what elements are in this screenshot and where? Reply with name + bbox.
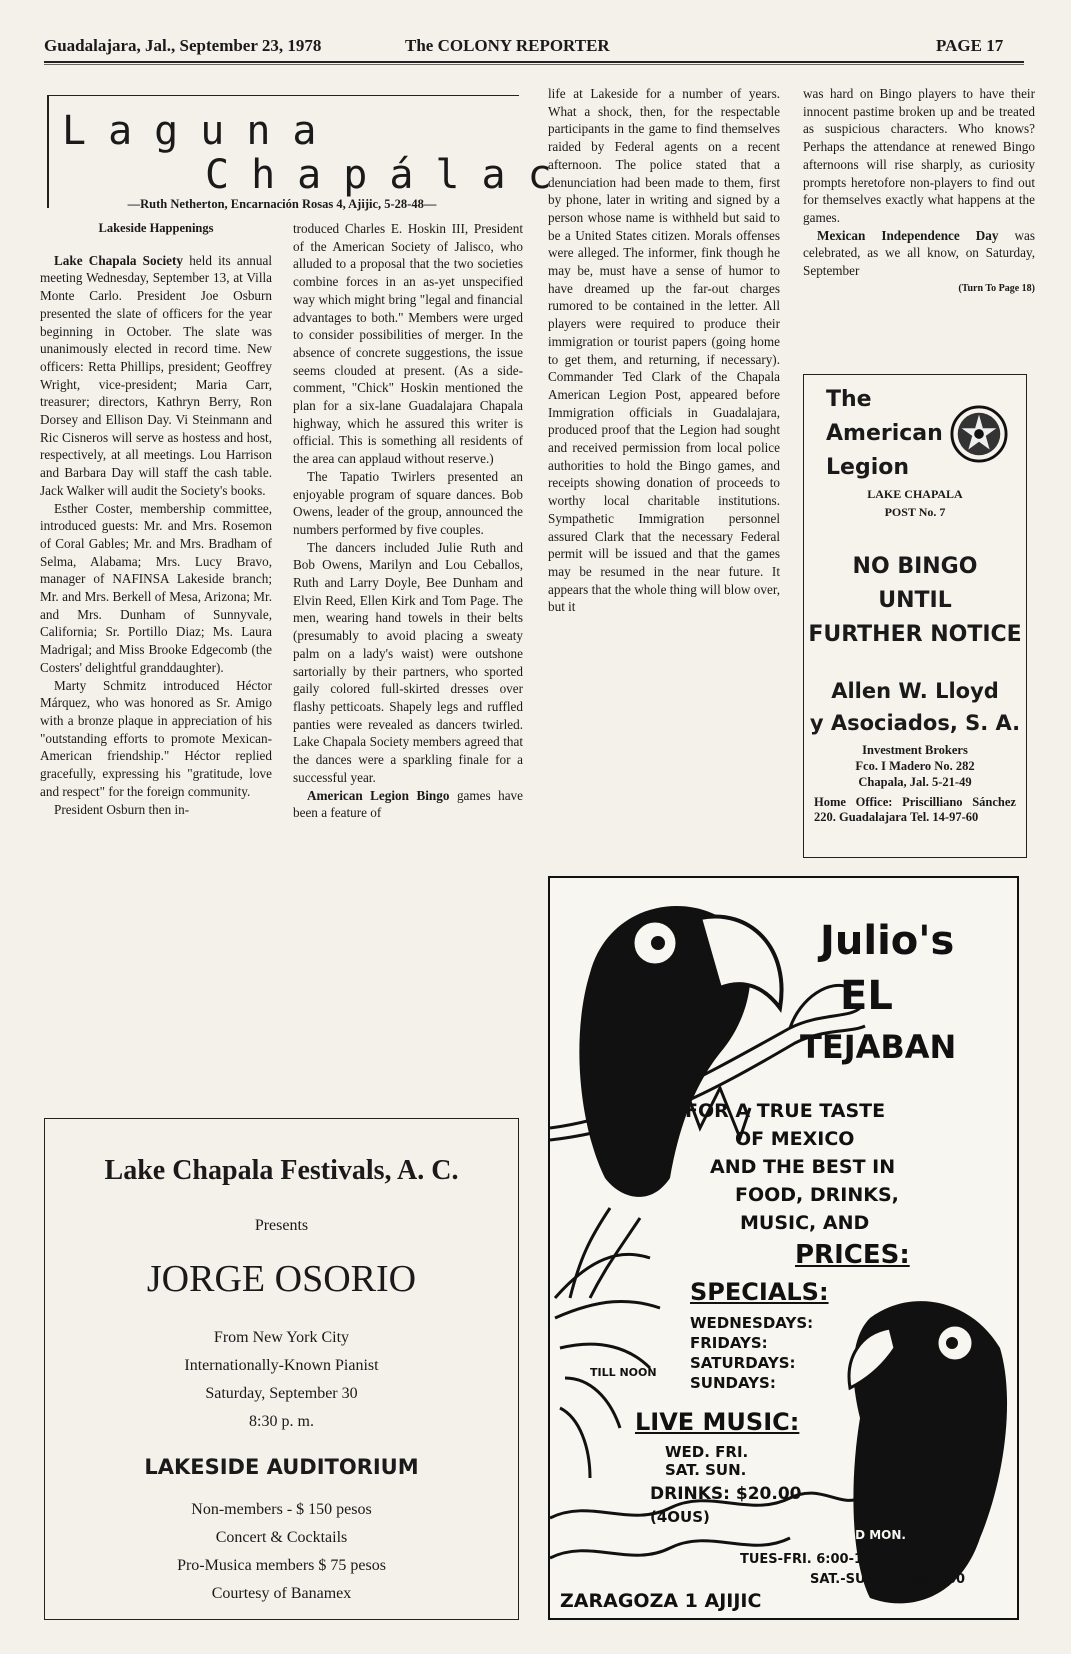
dateline: Guadalajara, Jal., September 23, 1978	[44, 36, 322, 55]
presents: Presents	[254, 1217, 309, 1234]
tagline-1: FOR A TRUE TASTE	[685, 1100, 886, 1122]
courtesy: Courtesy of Banamex	[211, 1585, 352, 1602]
live-music-days: SAT. SUN.	[665, 1461, 747, 1479]
address: ZARAGOZA 1 AJIJIC	[560, 1590, 762, 1612]
header-rule-thin	[44, 64, 1024, 65]
till-noon: TILL NOON	[590, 1366, 657, 1379]
paragraph: The dancers included Julie Ruth and Bob Owens, Marilyn and Lou Ceballos, Ruth and Larry Doyle, Bee Dunham and Elvin Reed, Ellen Kirk and Tom Page. The men, wearing hand towels in their belts (presumably to avoid placing a sweaty palm on a lady's waist) were outshone sartorially by their partners, who sported gaily colored full-skirted dresses over flashy petticoats. Shapely legs and ruffled panties were revealed as dancers twirled. Lake Chapala Society members agreed that the dances were a sparkling finale for a successful year.	[293, 539, 523, 785]
tagline-3: AND THE BEST IN	[710, 1156, 896, 1178]
live-music-days: WED. FRI.	[665, 1443, 749, 1461]
artist-origin: From New York City	[213, 1329, 350, 1346]
hours-weekend: SAT.-SUN. 11:00-1:00	[810, 1572, 966, 1587]
specials-heading: SPECIALS:	[690, 1278, 829, 1306]
article-column-1	[40, 220, 272, 818]
price-members: Pro-Musica members $ 75 pesos	[177, 1557, 386, 1574]
paragraph: was hard on Bingo players to have their innocent pastime broken up and be treated as suspicious characters. Who knows? Perhaps the attendance at renewed Bingo afternoons will rise sharply, as curiosity prompts heretofore non-players to find out for themselves exactly what happens at the games.	[803, 86, 1035, 225]
concert-time: 8:30 p. m.	[249, 1413, 314, 1430]
julios-el-tejaban-ad	[548, 876, 1019, 1620]
artist-name: JORGE OSORIO	[146, 1258, 417, 1300]
home-office: Home Office: Priscilliano Sánchez 220. Guadalajara Tel. 14-97-60	[814, 795, 1016, 824]
article-column-2	[293, 220, 523, 822]
concert-date: Saturday, September 30	[205, 1385, 358, 1402]
paragraph: Mexican Independence Day was celebrated, as we all know, on Saturday, September	[803, 227, 1035, 279]
tagline-4: FOOD, DRINKS,	[735, 1184, 899, 1206]
paragraph: Esther Coster, membership committee, introduced guests: Mr. and Mrs. Rosemon of Coral Gables; Mr. and Mrs. Bradham of Selma, Alabama; Mrs. Lucy Bravo, manager of NAFINSA Lakeside branch; Mr. and Mrs. Berkell of Mesa, Arizona; Mr. and Mrs. Dunham of Sunnyvale, California; Sr. Portillo Diaz; Ms. Laura Madrigal; and Miss Brooke Edgecomb (the Costers' delightful granddaughter).	[40, 500, 272, 675]
tagline-prices: PRICES:	[795, 1240, 910, 1270]
page-number: PAGE 17	[936, 36, 1004, 55]
price-nonmembers: Non-members - $ 150 pesos	[191, 1501, 372, 1518]
tagline-5: MUSIC, AND	[740, 1212, 870, 1234]
closed-monday: CLOSED MON.	[812, 1528, 906, 1542]
paragraph: troduced Charles E. Hoskin III, President of the American Society of Jalisco, who alluded to a proposal that the two societies combine forces in an as-yet unspecified way which might bring "legal and financial advantages to both." Members were urged to consider possibilities of merger. In the absence of concrete suggestions, the issue seems clouded at present. (As a side-comment, "Chick" Hoskin mentioned the plan for a six-lane Guadalajara Chapala highway, which he assured this writer is official. This is something all residents of the area can applaud without reserve.)	[293, 221, 523, 467]
specials-day: FRIDAYS:	[690, 1334, 768, 1352]
lead-in: Lake Chapala Society	[54, 252, 183, 268]
lead-in: American Legion Bingo	[307, 787, 450, 803]
lloyd-firm-name: Allen W. Lloyd y Asociados, S. A.	[809, 679, 1021, 735]
hours-weekday: TUES-FRI. 6:00-1:00	[740, 1552, 887, 1567]
paragraph: President Osburn then in-	[54, 801, 190, 817]
specials-day: WEDNESDAYS:	[690, 1314, 814, 1332]
column-title-laguna: Laguna	[62, 108, 339, 154]
paragraph: life at Lakeside for a number of years. What a shock, then, for the respectable participants in the game to find themselves raided by Federal agents on a recent afternoon. The police stated that a denunciation had been made to them, first by phone, later in writing and signed by a person whose name is withheld but said to be a United States citizen. Morals offenses were alleged. The informer, fink though he may be, must have a sense of humor to have dreamed up the far-out charges rumored to be contained in the letter. All players were required to produce their immigration or tourist papers (going home to get them, and returning, if necessary). Commander Ted Clark of the Chapala American Legion Post, appeared before Immigration officials in Guadalajara, produced proof that the Legion had sought and received permission from local police authorities to hold the Bingo games, and receipts showing donation of proceeds to worthy local charitable institutions. Sympathetic Immigration personnel assured Clark that the necessary Federal permit will be issued and that the games may be resumed in the near future. It appears that the whole thing will blow over, but it	[548, 86, 780, 615]
newspaper-name: The COLONY REPORTER	[405, 36, 610, 55]
festivals-name: Lake Chapala Festivals, A. C.	[104, 1155, 459, 1186]
artist-desc: Internationally-Known Pianist	[184, 1357, 379, 1374]
julios-name: Julio's	[820, 918, 955, 964]
lead-in: Mexican Independence Day	[817, 227, 999, 243]
jump-line: (Turn To Page 18)	[958, 282, 1035, 294]
legion-title: The American Legion	[826, 387, 943, 480]
drinks-price: DRINKS: $20.00	[650, 1484, 802, 1504]
specials-day: SUNDAYS:	[690, 1374, 776, 1392]
subhead: Lakeside Happenings	[98, 221, 214, 235]
el-word: EL	[840, 973, 893, 1019]
legion-emblem-icon	[950, 405, 1008, 463]
festivals-ad	[44, 1118, 519, 1620]
no-bingo-notice: NO BINGO UNTIL FURTHER NOTICE	[808, 554, 1022, 647]
tagline-2: OF MEXICO	[735, 1128, 855, 1150]
byline: —Ruth Netherton, Encarnación Rosas 4, Ajijic, 5-28-48—	[127, 197, 437, 211]
specials-day: SATURDAYS:	[690, 1354, 796, 1372]
legion-post: LAKE CHAPALA POST No. 7	[867, 487, 963, 519]
drinks-note: (4OUS)	[650, 1508, 710, 1526]
column-title-chapalac: Chapálac	[205, 152, 574, 198]
article-column-4	[803, 85, 1035, 297]
paragraph: The Tapatio Twirlers presented an enjoyable program of square dances. Bob Owens, leader of the group, announced the numbers performed by five couples.	[293, 468, 523, 537]
paragraph: Marty Schmitz introduced Héctor Márquez, who was honored as Sr. Amigo with a bronze plaque in appreciation of his "outstanding efforts to promote Mexican-American friendship." Héctor replied gracefully, expressing his "gratitude, love and respect" for the foreign community.	[40, 677, 272, 799]
header-rule	[44, 61, 1024, 63]
paragraph: American Legion Bingo games have been a feature of	[293, 787, 524, 821]
parrot-illustration	[550, 878, 1017, 1618]
broker-address: Investment Brokers Fco. I Madero No. 282 Chapala, Jal. 5-21-49	[855, 743, 975, 789]
live-music-heading: LIVE MUSIC:	[635, 1408, 800, 1436]
american-legion-ad	[803, 374, 1027, 858]
paragraph: Lake Chapala Society held its annual meeting Wednesday, September 13, at Villa Monte Carlo. President Joe Osburn presented the slate of officers for the year beginning in October. The slate was unanimously elected in record time. New officers: Retta Phillips, president; Geoffrey Wright, vice-president; Maria Carr, treasurer; directors, Kathryn Berry, Ron Dorsey and Ellison Day. Vi Steinmann and Ric Cisneros will serve as hostess and host, respectively, at all meetings. Lou Harrison and Barbara Day will staff the cash table. Jack Walker will audit the Society's books.	[40, 252, 272, 498]
venue: LAKESIDE AUDITORIUM	[144, 1455, 419, 1479]
tejaban-word: TEJABAN	[800, 1028, 957, 1066]
article-column-3	[548, 85, 780, 616]
concert-extra: Concert & Cocktails	[215, 1529, 348, 1546]
